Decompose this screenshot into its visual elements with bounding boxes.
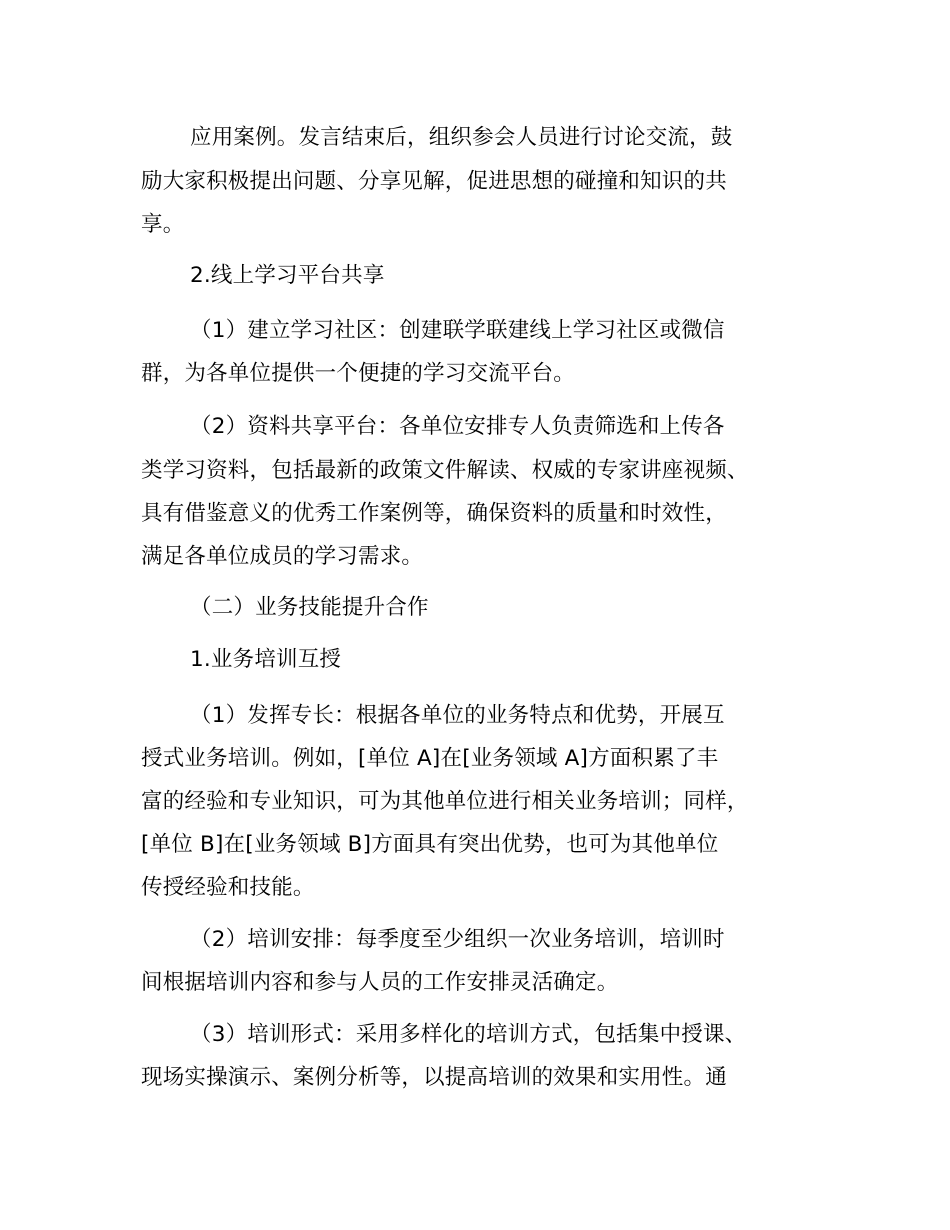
- text-line: 享。: [141, 212, 185, 237]
- text-line: [单位 B]在[业务领域 B]方面具有突出优势，也可为其他单位: [141, 832, 719, 857]
- text-line: （2）资料共享平台：各单位安排专人负责筛选和上传各: [190, 414, 725, 439]
- text-line: （3）培训形式：采用多样化的培训方式，包括集中授课、: [190, 1022, 747, 1047]
- text-line: 类学习资料，包括最新的政策文件解读、权威的专家讲座视频、: [141, 458, 749, 483]
- text-line: 富的经验和专业知识，可为其他单位进行相关业务培训；同样，: [141, 789, 749, 814]
- text-line: （1）建立学习社区：创建联学联建线上学习社区或微信: [190, 318, 725, 343]
- text-line: （2）培训安排：每季度至少组织一次业务培训，培训时: [190, 927, 725, 952]
- section-heading-skills-cooperation: （二）业务技能提升合作: [190, 595, 429, 620]
- text-line: 应用案例。发言结束后，组织参会人员进行讨论交流，鼓: [190, 125, 733, 150]
- text-line: 传授经验和技能。: [141, 875, 315, 900]
- section-heading-training-exchange: 1.业务培训互授: [190, 647, 342, 672]
- text-line: 具有借鉴意义的优秀工作案例等，确保资料的质量和时效性，: [141, 501, 727, 526]
- text-line: 间根据培训内容和参与人员的工作安排灵活确定。: [141, 970, 619, 995]
- text-line: 群，为各单位提供一个便捷的学习交流平台。: [141, 361, 576, 386]
- text-line: 满足各单位成员的学习需求。: [141, 544, 424, 569]
- text-line: 授式业务培训。例如，[单位 A]在[业务领域 A]方面积累了丰: [141, 746, 719, 771]
- section-heading-online-platform: 2.线上学习平台共享: [190, 263, 385, 288]
- text-line: 励大家积极提出问题、分享见解，促进思想的碰撞和知识的共: [141, 169, 727, 194]
- text-line: 现场实操演示、案例分析等，以提高培训的效果和实用性。通: [141, 1065, 727, 1090]
- text-line: （1）发挥专长：根据各单位的业务特点和优势，开展互: [190, 703, 725, 728]
